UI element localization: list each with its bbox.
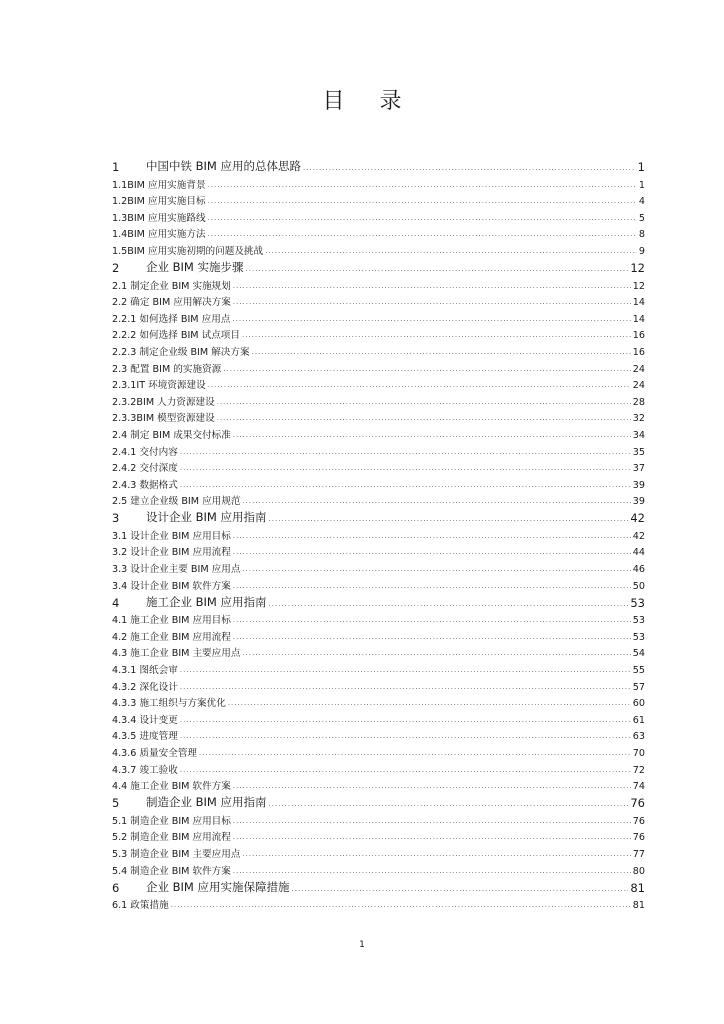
toc-entry[interactable] <box>112 275 645 292</box>
toc-entry[interactable] <box>112 507 645 525</box>
toc-entry-label: 制造企业 BIM 应用指南 <box>146 795 267 810</box>
toc-leader-dots <box>233 583 631 592</box>
toc-entry-label: 1.4BIM 应用实施方法 <box>112 229 206 241</box>
page-number: 1 <box>359 940 365 950</box>
toc-entry-label: 3.4 设计企业 BIM 软件方案 <box>112 580 231 592</box>
toc-entry-page: 55 <box>632 665 645 677</box>
toc-entry[interactable] <box>112 375 645 392</box>
toc-entry[interactable] <box>112 156 645 174</box>
toc-entry-label: 4.3 施工企业 BIM 主要应用点 <box>112 648 241 660</box>
toc-entry-label: 6.1 政策措施 <box>112 900 169 912</box>
toc-entry-page: 70 <box>632 748 645 759</box>
toc-entry-page: 53 <box>632 631 645 643</box>
toc-entry-label: 2.2 确定 BIM 应用解决方案 <box>112 297 231 309</box>
toc-entry[interactable] <box>112 525 645 542</box>
toc-leader-dots <box>292 886 629 895</box>
toc-entry[interactable] <box>112 391 645 408</box>
toc-entry-number: 2 <box>112 260 120 275</box>
toc-leader-dots <box>265 248 637 257</box>
toc-leader-dots <box>171 902 631 911</box>
toc-leader-dots <box>242 498 630 507</box>
toc-entry-label: 3.1 设计企业 BIM 应用目标 <box>112 530 231 542</box>
toc-entry[interactable] <box>112 759 645 776</box>
toc-entry[interactable] <box>112 191 645 208</box>
toc-entry-label: 5.4 制造企业 BIM 软件方案 <box>112 865 231 877</box>
toc-entry-page: 42 <box>630 511 645 526</box>
toc-entry[interactable] <box>112 877 645 895</box>
toc-entry-page: 46 <box>632 564 645 576</box>
toc-leader-dots <box>180 717 631 726</box>
toc-leader-dots <box>180 465 631 474</box>
toc-entry-page: 12 <box>630 260 645 275</box>
toc-entry-label: 5.3 制造企业 BIM 主要应用点 <box>112 848 241 860</box>
toc-entry[interactable] <box>112 742 645 759</box>
toc-entry[interactable] <box>112 341 645 358</box>
toc-entry[interactable] <box>112 308 645 325</box>
toc-leader-dots <box>217 415 631 424</box>
toc-leader-dots <box>199 750 631 759</box>
toc-entry-label: 2.5 建立企业级 BIM 应用规范 <box>112 496 241 508</box>
toc-leader-dots <box>303 165 636 174</box>
toc-entry-number: 1 <box>112 160 120 174</box>
toc-entry-label: 1.2BIM 应用实施目标 <box>112 196 206 208</box>
toc-entry-label: 4.3.2 深化设计 <box>112 681 178 693</box>
toc-entry-number: 5 <box>112 796 120 811</box>
toc-entry-label: 4.3.7 竣工验收 <box>112 764 178 776</box>
toc-entry-page: 76 <box>632 832 645 844</box>
toc-entry-label: 4.3.5 进度管理 <box>112 731 178 743</box>
toc-entry[interactable] <box>112 659 645 676</box>
toc-entry-label: 4.4 施工企业 BIM 软件方案 <box>112 781 231 793</box>
toc-entry-page: 35 <box>632 446 645 458</box>
toc-entry-page: 39 <box>632 496 645 508</box>
toc-entry-label: 设计企业 BIM 应用指南 <box>146 510 267 525</box>
toc-entry[interactable] <box>112 860 645 877</box>
toc-entry-page: 72 <box>632 764 645 776</box>
toc-entry-number: 3 <box>112 511 120 526</box>
toc-leader-dots <box>233 533 631 542</box>
toc-entry-label: 4.3.4 设计变更 <box>112 714 178 726</box>
toc-leader-dots <box>208 215 637 224</box>
toc-leader-dots <box>180 733 631 742</box>
toc-leader-dots <box>252 349 631 358</box>
toc-leader-dots <box>180 767 631 776</box>
toc-entry-label: 5.2 制造企业 BIM 应用流程 <box>112 832 231 844</box>
toc-leader-dots <box>269 601 629 610</box>
toc-leader-dots <box>233 868 631 877</box>
toc-entry-page: 1 <box>637 160 645 174</box>
toc-leader-dots <box>246 266 629 275</box>
toc-leader-dots <box>233 299 631 308</box>
toc-entry[interactable] <box>112 709 645 726</box>
toc-entry-page: 53 <box>632 615 645 627</box>
toc-entry-label: 5.1 制造企业 BIM 应用目标 <box>112 815 231 827</box>
toc-entry-page: 80 <box>632 865 645 877</box>
toc-leader-dots <box>180 449 631 458</box>
toc-entry-number: 4 <box>112 595 120 610</box>
toc-entry-page: 54 <box>632 648 645 660</box>
table-of-contents <box>112 156 645 911</box>
toc-entry-label: 1.1BIM 应用实施背景 <box>112 179 206 191</box>
toc-leader-dots <box>233 283 631 292</box>
toc-entry-label: 2.3.3BIM 模型资源建设 <box>112 413 215 425</box>
toc-entry-label: 2.4 制定 BIM 成果交付标准 <box>112 429 231 441</box>
toc-entry-page: 24 <box>632 363 645 375</box>
toc-entry-label: 4.3.1 图纸会审 <box>112 665 178 677</box>
toc-entry-label: 企业 BIM 实施步骤 <box>146 259 244 274</box>
toc-entry-label: 施工企业 BIM 应用指南 <box>146 594 267 609</box>
toc-entry[interactable] <box>112 726 645 743</box>
toc-entry-page: 81 <box>630 880 645 895</box>
toc-entry[interactable] <box>112 792 645 810</box>
toc-entry[interactable] <box>112 224 645 241</box>
toc-leader-dots <box>269 516 629 525</box>
toc-entry-label: 1.5BIM 应用实施初期的问题及挑战 <box>112 245 264 257</box>
toc-leader-dots <box>242 851 630 860</box>
toc-entry[interactable] <box>112 441 645 458</box>
toc-entry-label: 2.3.2BIM 人力资源建设 <box>112 396 215 408</box>
toc-entry-page: 77 <box>632 848 645 860</box>
toc-entry-page: 12 <box>632 280 645 292</box>
toc-leader-dots <box>233 634 631 643</box>
toc-leader-dots <box>233 783 631 792</box>
toc-entry-page: 8 <box>638 229 645 241</box>
toc-entry[interactable] <box>112 408 645 425</box>
toc-leader-dots <box>223 366 631 375</box>
toc-leader-dots <box>242 650 630 659</box>
toc-entry-page: 16 <box>632 330 645 342</box>
toc-entry-page: 57 <box>632 681 645 693</box>
toc-entry-page: 60 <box>632 698 645 710</box>
toc-entry-label: 2.4.2 交付深度 <box>112 463 178 475</box>
toc-entry[interactable] <box>112 810 645 827</box>
toc-entry-label: 企业 BIM 应用实施保障措施 <box>146 879 290 894</box>
toc-leader-dots <box>233 549 631 558</box>
toc-entry-page: 39 <box>632 479 645 491</box>
toc-entry-page: 50 <box>632 580 645 592</box>
toc-entry[interactable] <box>112 575 645 592</box>
toc-entry[interactable] <box>112 325 645 342</box>
toc-entry-label: 2.2.2 如何选择 BIM 试点项目 <box>112 330 240 342</box>
toc-entry-page: 53 <box>630 595 645 610</box>
toc-entry[interactable] <box>112 592 645 610</box>
toc-entry-page: 14 <box>632 313 645 325</box>
toc-entry-page: 16 <box>632 346 645 358</box>
toc-entry[interactable] <box>112 257 645 275</box>
toc-entry-page: 32 <box>632 413 645 425</box>
toc-entry-page: 4 <box>638 196 645 208</box>
toc-entry[interactable] <box>112 240 645 257</box>
toc-leader-dots <box>180 684 631 693</box>
toc-entry-label: 2.4.3 数据格式 <box>112 479 178 491</box>
toc-entry-page: 74 <box>632 781 645 793</box>
toc-entry-label: 2.2.1 如何选择 BIM 应用点 <box>112 313 231 325</box>
toc-entry[interactable] <box>112 693 645 710</box>
toc-leader-dots <box>242 332 631 341</box>
toc-entry-label: 4.3.6 质量安全管理 <box>112 748 198 759</box>
toc-entry-page: 34 <box>632 429 645 441</box>
toc-entry-page: 81 <box>632 900 645 912</box>
toc-entry-page: 42 <box>632 530 645 542</box>
page-title: 目 录 <box>322 89 416 114</box>
toc-entry-page: 63 <box>632 731 645 743</box>
toc-leader-dots <box>269 801 629 810</box>
toc-entry[interactable] <box>112 542 645 559</box>
toc-leader-dots <box>217 399 631 408</box>
toc-leader-dots <box>233 432 631 441</box>
toc-leader-dots <box>242 566 630 575</box>
toc-entry[interactable] <box>112 292 645 309</box>
toc-entry-number: 6 <box>112 880 120 895</box>
toc-entry-label: 2.3 配置 BIM 的实施资源 <box>112 363 222 375</box>
toc-entry-page: 14 <box>632 297 645 309</box>
toc-leader-dots <box>180 667 631 676</box>
toc-entry[interactable] <box>112 626 645 643</box>
toc-entry-page: 44 <box>632 547 645 559</box>
toc-entry[interactable] <box>112 458 645 475</box>
toc-entry[interactable] <box>112 776 645 793</box>
toc-entry[interactable] <box>112 827 645 844</box>
toc-entry[interactable] <box>112 643 645 660</box>
toc-entry[interactable] <box>112 474 645 491</box>
toc-entry-page: 76 <box>630 796 645 811</box>
toc-entry-page: 9 <box>638 245 645 257</box>
toc-entry-page: 28 <box>632 396 645 408</box>
toc-entry-label: 4.2 施工企业 BIM 应用流程 <box>112 631 231 643</box>
toc-entry-label: 3.3 设计企业主要 BIM 应用点 <box>112 564 241 576</box>
toc-entry[interactable] <box>112 895 645 912</box>
toc-leader-dots <box>233 818 631 827</box>
toc-entry[interactable] <box>112 491 645 508</box>
toc-entry-label: 1.3BIM 应用实施路线 <box>112 212 206 224</box>
toc-entry-page: 76 <box>632 815 645 827</box>
toc-entry-label: 2.2.3 制定企业级 BIM 解决方案 <box>112 346 250 358</box>
toc-entry[interactable] <box>112 610 645 627</box>
toc-leader-dots <box>208 198 637 207</box>
toc-entry[interactable] <box>112 843 645 860</box>
toc-entry-page: 1 <box>638 179 645 191</box>
toc-entry[interactable] <box>112 358 645 375</box>
toc-leader-dots <box>208 182 637 191</box>
toc-entry-label: 中国中铁 BIM 应用的总体思路 <box>146 159 302 173</box>
toc-entry-page: 24 <box>632 380 645 392</box>
toc-leader-dots <box>208 382 631 391</box>
toc-entry[interactable] <box>112 558 645 575</box>
toc-entry-label: 4.3.3 施工组织与方案优化 <box>112 698 226 710</box>
toc-entry-label: 3.2 设计企业 BIM 应用流程 <box>112 547 231 559</box>
toc-entry-page: 5 <box>638 212 645 224</box>
toc-entry-page: 61 <box>632 714 645 726</box>
toc-entry-label: 2.4.1 交付内容 <box>112 446 178 458</box>
toc-entry[interactable] <box>112 676 645 693</box>
toc-entry-label: 4.1 施工企业 BIM 应用目标 <box>112 615 231 627</box>
toc-leader-dots <box>180 482 631 491</box>
toc-leader-dots <box>228 700 631 709</box>
toc-leader-dots <box>232 316 630 325</box>
toc-entry[interactable] <box>112 174 645 191</box>
toc-leader-dots <box>208 231 637 240</box>
toc-entry-label: 2.3.1IT 环境资源建设 <box>112 380 206 392</box>
toc-leader-dots <box>233 834 631 843</box>
toc-entry[interactable] <box>112 207 645 224</box>
toc-entry[interactable] <box>112 424 645 441</box>
toc-entry-label: 2.1 制定企业 BIM 实施规划 <box>112 280 231 292</box>
toc-leader-dots <box>233 617 631 626</box>
toc-entry-page: 37 <box>632 463 645 475</box>
